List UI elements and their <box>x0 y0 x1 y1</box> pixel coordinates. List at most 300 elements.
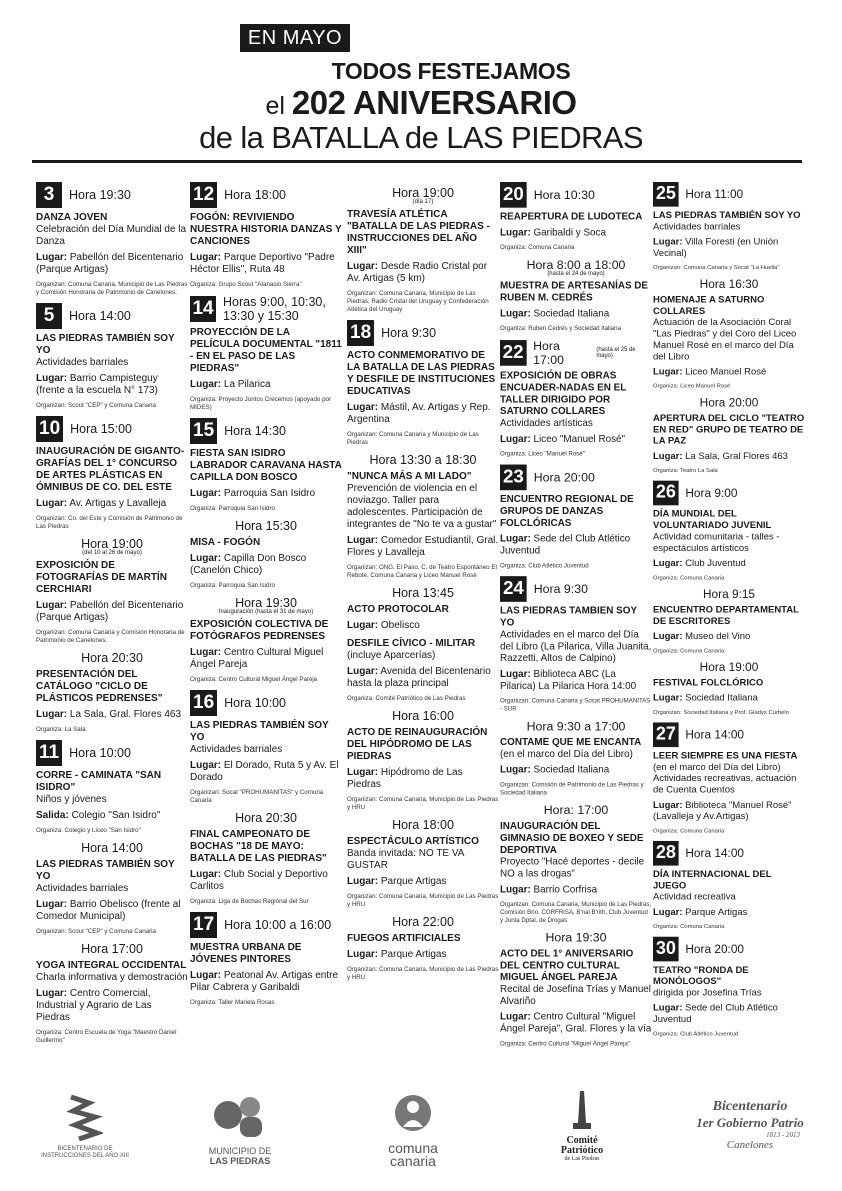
headline-line2-bold: 202 ANIVERSARIO <box>291 84 577 121</box>
column-4 <box>500 182 652 1054</box>
event-location-key: Lugar: <box>347 767 379 778</box>
event-organizer: Organizan: Comisión de Patrimonio de Las Piedras y Sociedad Italiana <box>500 781 644 797</box>
event-location-key: Lugar: <box>653 631 683 642</box>
logo2-line2: LAS PIEDRAS <box>209 1156 271 1166</box>
logo4-line2: Patriótico <box>560 1145 604 1156</box>
header <box>0 0 842 170</box>
event-day-header <box>653 841 805 866</box>
event-item <box>653 588 805 655</box>
event-location <box>190 488 342 500</box>
event-location <box>653 451 805 462</box>
event-location-value: Barrio Obelisco (frente al Comedor Municipal) <box>36 899 181 922</box>
event-time: Hora 15:00 <box>70 422 132 436</box>
logo5-line2: 1er Gobierno Patrio <box>696 1115 804 1130</box>
event-day-header <box>190 418 342 444</box>
column-3 <box>347 182 499 988</box>
event-organizer: Organizan: ONG. El Paso, C. de Teatro Espontáneo El Rebote, Comuna Canaria y Liceo Manuel Rosé <box>347 564 497 579</box>
event-location-value: Parque Deportivo "Padre Héctor Ellis", Ruta 48 <box>190 252 335 275</box>
event-location-key: Lugar: <box>500 533 531 545</box>
event-item <box>347 638 499 703</box>
event-time-centered <box>653 661 805 674</box>
logo1-text: BICENTENARIO DE INSTRUCCIONES DEL AÑO XIII <box>41 1146 129 1159</box>
event-organizer: Organiza: Comuna Canaria <box>653 827 725 835</box>
event-item <box>653 278 805 391</box>
event-description: Actividades artísticas <box>500 418 593 429</box>
event-description: Actuación de la Asociación Coral "Las Piedras" y del Coro del Liceo Manuel Rosé en el marco del Día del Libro <box>653 317 797 363</box>
event-location <box>653 907 805 918</box>
event-location <box>190 760 342 784</box>
event-location <box>190 970 342 994</box>
event-description: Actividad comunitaria - talles - espectáculos artísticos <box>653 531 780 554</box>
event-location <box>347 261 499 285</box>
event-location-value: Peatonal Av. Artigas entre Pilar Cabrera y Garibaldi <box>190 970 339 993</box>
event-organizer: Organiza: Centro Cultural "Miguel Ángel Pareja" <box>500 1040 631 1048</box>
event-time: Hora 14:00 <box>685 728 745 742</box>
event-location-value: Barrio Corfrisa <box>533 884 598 896</box>
event-item <box>36 740 188 835</box>
event-location <box>500 534 652 558</box>
event-time: Hora 20:00 <box>699 396 759 410</box>
event-organizer: Organizan: Comuna Canaria y Comisión Honoraria de Patrimonio de Canelones. <box>36 629 185 644</box>
event-location <box>653 237 805 260</box>
event-location <box>500 765 652 777</box>
event-title: ENCUENTRO DEPARTAMENTAL DE ESCRITORES <box>653 604 799 627</box>
event-title: LAS PIEDRAS TAMBIEN SOY YO <box>500 605 637 629</box>
event-location-key: Lugar: <box>653 907 683 918</box>
event-day-header <box>190 912 342 938</box>
event-location <box>36 373 188 397</box>
event-location <box>190 252 342 276</box>
event-location-key: Lugar: <box>190 760 222 771</box>
municipio-logo-icon <box>210 1093 270 1141</box>
event-location-value: La Sala, Gral. Flores 463 <box>69 709 182 720</box>
event-time-centered <box>347 818 499 832</box>
event-item <box>500 931 652 1049</box>
event-time-centered <box>190 596 342 615</box>
event-time: Hora 13:45 <box>392 586 454 600</box>
event-organizer: Organizan: Sociedad Italiana y Prof. Gladys Curbelo <box>653 709 789 716</box>
event-time: Hora 14:00 <box>685 846 745 860</box>
event-location <box>347 402 499 426</box>
event-day-header <box>190 690 342 716</box>
event-item <box>653 396 805 475</box>
event-item <box>36 841 188 936</box>
event-time: Hora 20:00 <box>533 470 595 485</box>
event-location-key: Lugar: <box>653 366 683 378</box>
event-day-header <box>347 320 499 346</box>
logo4-line3: de Las Piedras <box>564 1156 600 1162</box>
event-item <box>347 186 499 314</box>
event-location-value: Pabellón del Bicentenario (Parque Artigas) <box>36 252 184 275</box>
event-time: Hora 19:00 <box>81 537 143 551</box>
event-item <box>36 303 188 410</box>
event-title: HOMENAJE A SATURNO COLLARES <box>653 294 765 317</box>
event-day-header <box>500 182 652 208</box>
event-location-value: Av. Artigas y Lavalleja <box>69 498 167 509</box>
event-location <box>500 1012 652 1036</box>
event-time-centered <box>347 586 499 600</box>
event-location-value: Museo del Vino <box>685 631 751 642</box>
event-item <box>653 841 805 931</box>
event-location-key: Lugar: <box>190 379 222 390</box>
event-location <box>190 553 342 577</box>
event-description: Banda invitada: NO TE VA GUSTAR <box>347 848 464 871</box>
event-location-key: Lugar: <box>36 373 68 384</box>
event-location <box>347 535 499 559</box>
event-organizer: Organizan: Comuna Canaria y Socat "La Huella" <box>653 264 780 272</box>
event-title: "NUNCA MÁS A MI LADO" <box>347 471 472 482</box>
event-location <box>347 876 499 888</box>
event-location-value: Mástil, Av. Artigas y Rep. Argentina <box>347 402 491 425</box>
event-item <box>653 481 805 582</box>
event-time-note: Inauguración (hasta el 31 de mayo) <box>218 609 314 615</box>
event-title: LAS PIEDRAS TAMBIÉN SOY YO <box>36 859 175 882</box>
event-organizer: Organizan: Comuna Canaria, Municipio de Las Piedras y HRU <box>347 966 499 981</box>
event-title: LEER SIEMPRE ES UNA FIESTA <box>653 750 798 762</box>
event-description: Actividad recreativa <box>653 892 736 903</box>
event-title: EXPOSICIÓN COLECTIVA DE FOTÓGRAFOS PEDRENSES <box>190 619 329 642</box>
event-title: ESPECTÁCULO ARTÍSTICO <box>347 836 479 847</box>
day-number-badge: 27 <box>653 722 679 747</box>
event-time: Hora 19:00 <box>392 186 454 200</box>
event-organizer: Organiza: Comité Patriótico de Las Piedras <box>347 695 466 702</box>
column-5 <box>653 182 805 1044</box>
event-time: Hora 9:30 <box>381 326 437 340</box>
event-location-key: Lugar: <box>190 869 222 880</box>
event-description: Charla informativa y demostración <box>36 972 188 983</box>
event-organizer: Organiza: Comuna Canaria <box>653 574 725 582</box>
event-day-header <box>190 182 342 208</box>
event-location <box>500 669 652 693</box>
event-location-value: Hipódromo de Las Piedras <box>347 767 463 790</box>
logo2-line1: MUNICIPIO DE <box>208 1146 272 1156</box>
event-location <box>36 810 188 822</box>
event-location-value: Colegio "San Isidro" <box>71 810 161 821</box>
event-location <box>347 666 499 690</box>
event-day-header <box>653 722 805 747</box>
event-time: Hora 18:00 <box>224 188 286 202</box>
event-location <box>653 558 805 569</box>
event-description: Actividades barriales <box>36 357 129 368</box>
event-item <box>653 182 805 272</box>
event-organizer: Organiza: Liceo Manuel Rosé <box>653 383 731 390</box>
event-location <box>500 434 652 446</box>
event-time: Hora 9:00 <box>685 486 738 500</box>
event-title: INAUGURACIÓN DEL GIMNASIO DE BOXEO Y SEDE DEPORTIVA <box>500 821 644 856</box>
event-location <box>36 988 188 1024</box>
event-location-key: Lugar: <box>190 647 222 658</box>
event-organizer: Organizan: Comuna Canaria, Municipio de Las Piedras y HRU <box>347 796 499 811</box>
event-item <box>347 818 499 909</box>
obelisk-icon <box>567 1089 597 1131</box>
event-title: DESFILE CÍVICO - MILITAR <box>347 638 476 649</box>
event-time: Hora 14:30 <box>224 424 286 438</box>
event-organizer: Organiza: Colegio y Liceo "San Isidro" <box>36 827 141 834</box>
event-item <box>653 661 805 717</box>
event-item <box>190 690 342 805</box>
event-time-centered <box>36 841 188 855</box>
day-number-badge: 17 <box>190 912 217 938</box>
event-time: Hora 9:30 a 17:00 <box>526 719 626 734</box>
event-day-header <box>653 481 805 506</box>
event-location-value: La Pilarica <box>223 379 271 390</box>
event-location-value: Garibaldi y Soca <box>533 227 606 239</box>
bicentenario-logo-icon <box>67 1093 103 1141</box>
event-title: ACTO PROTOCOLAR <box>347 604 449 615</box>
event-time-centered <box>190 519 342 533</box>
event-location-key: Lugar: <box>500 669 531 680</box>
event-location-key: Lugar: <box>347 876 379 887</box>
event-item <box>36 416 188 531</box>
event-organizer: Organiza: Liga de Bochas Regional del Sur <box>190 898 309 905</box>
headline-line2 <box>0 84 842 122</box>
event-title: EXPOSICIÓN DE FOTOGRAFÍAS DE MARTÍN CERCHIARI <box>36 560 167 595</box>
headline-line1: TODOS FESTEJAMOS <box>331 58 571 84</box>
event-organizer: Organiza: Centro Cultural Miguel Ángel Pareja <box>190 676 318 683</box>
event-item <box>500 339 652 459</box>
event-location-key: Lugar: <box>36 899 68 910</box>
event-time: Hora 17:00 <box>81 942 143 956</box>
event-organizer: Organiza: La Sala <box>36 726 86 733</box>
event-organizer: Organizan: Co. del Este y Comisión de Patrimonio de Las Piedras <box>36 515 183 530</box>
event-day-header <box>36 182 188 208</box>
day-number-badge: 30 <box>653 937 679 962</box>
day-number-badge: 18 <box>347 320 374 346</box>
event-location-key: Lugar: <box>500 884 531 896</box>
event-location <box>347 620 499 632</box>
event-time: Hora 19:00 <box>699 660 759 675</box>
day-number-badge: 10 <box>36 416 63 442</box>
headline-line2-pre: el <box>265 92 285 120</box>
event-item <box>500 258 652 333</box>
event-location-value: Parroquia San Isidro <box>223 488 316 499</box>
event-day-header <box>190 295 342 323</box>
comuna-logo-icon <box>393 1093 433 1137</box>
event-time: Hora 10:00 <box>224 696 286 710</box>
event-location-value: Capilla Don Bosco (Canelón Chico) <box>190 553 307 576</box>
event-location <box>653 693 805 704</box>
event-location-key: Lugar: <box>653 451 683 462</box>
event-title: DANZA JOVEN <box>36 212 108 223</box>
event-location-value: Centro Comercial, Industrial y Agrario de Las Piedras <box>36 988 152 1023</box>
event-title: APERTURA DEL CICLO "TEATRO EN RED" GRUPO DE TEATRO DE LA PAZ <box>653 413 805 447</box>
event-item <box>500 803 652 925</box>
event-location-key: Lugar: <box>347 402 379 413</box>
day-number-badge: 25 <box>653 182 679 207</box>
event-title: MISA - FOGÓN <box>190 537 261 548</box>
logo-municipio <box>200 1093 280 1166</box>
event-location-value: Centro Cultural Miguel Ángel Pareja <box>190 647 324 670</box>
event-title: FINAL CAMPEONATO DE BOCHAS "18 DE MAYO: BATALLA DE LAS PIEDRAS" <box>190 829 327 864</box>
event-title: LAS PIEDRAS TAMBIÉN SOY YO <box>190 720 329 743</box>
event-location <box>36 600 188 624</box>
event-location-value: Centro Cultural "Miguel Ángel Pareja", Gral. Flores y la vía <box>500 1011 652 1035</box>
day-number-badge: 12 <box>190 182 217 208</box>
event-location-key: Lugar: <box>653 558 683 569</box>
event-title: FESTIVAL FOLCLÓRICO <box>653 677 764 689</box>
event-time: Hora 19:30 <box>69 188 131 202</box>
event-description: Niños y jóvenes <box>36 794 107 805</box>
event-item <box>347 915 499 982</box>
event-time: Hora 16:00 <box>392 709 454 723</box>
event-location-value: Parque Artigas <box>685 907 748 918</box>
event-title: ACTO CONMEMORATIVO DE LA BATALLA DE LAS PIEDRAS Y DESFILE DE INSTITUCIONES EDUCATIVAS <box>347 350 496 397</box>
event-title: EXPOSICIÓN DE OBRAS ENCUADER-NADAS EN EL TALLER DIRIGIDO POR SATURNO COLLARES <box>500 370 627 418</box>
event-location-value: Comedor Estudiantil, Gral. Flores y Lavalleja <box>347 535 499 558</box>
event-item <box>36 942 188 1045</box>
event-time: Hora 10:00 <box>69 746 131 760</box>
event-location-key: Lugar: <box>347 261 379 272</box>
event-time: Hora 20:30 <box>81 651 143 665</box>
event-item <box>500 576 652 713</box>
event-location-key: Lugar: <box>190 488 222 499</box>
event-description: Actividades barriales <box>653 221 741 233</box>
event-item <box>190 912 342 1007</box>
day-number-badge: 11 <box>36 740 62 766</box>
header-rule <box>32 160 802 163</box>
event-location-key: Lugar: <box>500 1011 531 1023</box>
event-location-key: Lugar: <box>36 498 68 509</box>
event-organizer: Organiza: Comuna Canaria <box>500 244 575 252</box>
event-day-header <box>653 937 805 962</box>
event-location-key: Lugar: <box>36 252 68 263</box>
event-time: Hora 20:30 <box>235 811 297 825</box>
footer-logos <box>0 1085 842 1175</box>
event-time: Hora 20:00 <box>685 942 745 956</box>
event-time: Hora 11:00 <box>685 187 744 201</box>
event-location-value: Villa Foresti (en Unión Vecinal) <box>653 236 779 259</box>
day-number-badge: 26 <box>653 481 679 506</box>
event-description: (en el marco del Día del Libro) Actividades recreativas, actuación de Cuenta Cuentos <box>653 762 797 796</box>
event-location-key: Lugar: <box>347 620 379 631</box>
event-day-header <box>36 740 188 766</box>
event-day-header <box>36 416 188 442</box>
day-number-badge: 23 <box>500 465 527 491</box>
event-organizer: Organizan: Comuna Canaria, Municipio de Las Piedras, Radio Cristal del Uruguay y Confederación Atlética del Uruguay <box>347 290 489 313</box>
event-location-value: Sede del Club Atlético Juventud <box>500 533 631 557</box>
event-location <box>500 227 652 239</box>
event-location-key: Lugar: <box>653 1003 683 1014</box>
event-title: ENCUENTRO REGIONAL DE GRUPOS DE DANZAS FOLCLÓRICAS <box>500 494 634 529</box>
logo-comuna-canaria <box>378 1093 448 1168</box>
event-time-centered <box>347 709 499 723</box>
event-time: Hora 9:15 <box>702 587 756 602</box>
event-organizer: Organiza: Parroquia San Isidro <box>190 505 275 512</box>
event-item <box>347 320 499 447</box>
event-time-centered <box>347 915 499 929</box>
logo4-line1: Comité <box>566 1135 598 1146</box>
event-location-key: Lugar: <box>653 693 683 704</box>
day-number-badge: 14 <box>190 296 216 322</box>
event-title: CONTAME QUE ME ENCANTA <box>500 737 642 749</box>
day-number-badge: 3 <box>36 182 62 208</box>
event-location <box>36 252 188 276</box>
event-organizer: Organizan: Comuna Canaria y Socat PROHUMANITAS - SUR <box>500 697 651 713</box>
event-time-centered <box>653 588 805 601</box>
event-location <box>653 800 805 823</box>
event-location-value: El Dorado, Ruta 5 y Av. El Dorado <box>190 760 339 783</box>
event-time: Hora 8:00 a 18:00 <box>526 258 626 272</box>
event-title: TEATRO "RONDA DE MONÓLOGOS" <box>653 965 749 987</box>
event-day-header <box>500 576 652 602</box>
event-item <box>190 811 342 906</box>
event-time: Hora 19:30 <box>545 930 607 945</box>
event-location-value: Pabellón del Bicentenario (Parque Artigas) <box>36 600 184 623</box>
event-location-value: Avenida del Bicentenario hasta la plaza principal <box>347 666 491 689</box>
event-location-value: Liceo "Manuel Rosé" <box>533 433 626 445</box>
event-organizer: Organiza: Parroquia San Isidro <box>190 582 275 589</box>
event-time-centered <box>653 278 805 291</box>
event-location <box>347 949 499 961</box>
event-organizer: Organiza: Club Atlético Juventud <box>500 562 589 570</box>
event-location <box>190 869 342 893</box>
event-title: INAUGURACIÓN DE GIGANTO-GRAFÍAS DEL 1° CONCURSO DE ARTES PLÁSTICAS EN ÓMNIBUS DE CO. DEL ESTE <box>36 446 185 493</box>
logo5-line4: Canelones <box>726 1139 774 1151</box>
event-organizer: Organiza: Liceo "Manuel Rosé" <box>500 450 585 458</box>
event-location-value: Sociedad Italiana <box>533 308 610 320</box>
event-title: LAS PIEDRAS TAMBIÉN SOY YO <box>36 333 175 356</box>
event-location <box>653 367 805 378</box>
event-description: Prevención de violencia en el noviazgo. Taller para adolescentes. Participación de integrantes de "No te va a gustar" <box>347 483 497 530</box>
event-time: Horas 9:00, 10:30, 13:30 y 15:30 <box>223 295 326 323</box>
event-location-value: Biblioteca ABC (La Pilarica) La Pilarica Hora 14:00 <box>500 669 637 692</box>
event-time-centered <box>500 803 652 817</box>
event-title: LAS PIEDRAS TAMBIÉN SOY YO <box>653 210 801 221</box>
event-description: Actividades barriales <box>190 744 283 755</box>
event-organizer: Organiza: Club Atlético Juventud <box>653 1030 739 1038</box>
event-title: ACTO DE REINAUGURACIÓN DEL HIPÓDROMO DE LAS PIEDRAS <box>347 727 488 762</box>
event-title: REAPERTURA DE LUDOTECA <box>500 211 643 223</box>
event-day-header <box>653 182 805 207</box>
event-organizer: Organiza: Comuna Canaria <box>653 923 725 931</box>
event-title: TRAVESÍA ATLÉTICA "BATALLA DE LAS PIEDRAS - INSTRUCCIONES DEL AÑO XIII" <box>347 209 490 256</box>
event-time-centered <box>347 186 499 205</box>
logo-comite-patriotico <box>552 1089 612 1163</box>
event-location-key: Lugar: <box>500 308 531 320</box>
event-organizer: Organiza: Ruben Cedrés y Sociedad Italiana <box>500 325 621 333</box>
event-item <box>347 586 499 632</box>
event-item <box>36 182 188 297</box>
event-organizer: Organizan: Comuna Canaria, Municipio de Las Piedras y HRU <box>347 893 499 908</box>
event-location-key: Lugar: <box>36 600 68 611</box>
event-location-value: Barrio Campisteguy (frente a la escuela N° 173) <box>36 373 158 396</box>
logo5-line1: Bicentenario <box>712 1099 788 1114</box>
event-location-key: Lugar: <box>653 800 683 811</box>
event-description: Recital de Josefina Trías y Manuel Alvariño <box>500 984 652 1007</box>
event-time: Hora 16:30 <box>699 277 759 292</box>
event-location <box>190 647 342 671</box>
event-location-value: Parque Artigas <box>380 949 447 960</box>
event-location <box>500 308 652 320</box>
logo5-line3: 1813 - 2013 <box>766 1131 800 1139</box>
event-location <box>500 884 652 896</box>
event-day-header <box>500 465 652 491</box>
event-time: Hora 15:30 <box>235 519 297 533</box>
event-time-centered <box>36 942 188 956</box>
event-organizer: Organiza: Proyecto Juntos Crecemos (apoyado por MIDES) <box>190 396 332 411</box>
event-item <box>500 719 652 797</box>
event-item <box>190 519 342 590</box>
event-location <box>653 1003 805 1026</box>
logo3-line1: comuna <box>388 1140 438 1156</box>
event-location-key: Lugar: <box>347 949 379 960</box>
day-number-badge: 15 <box>190 418 217 444</box>
event-time-centered <box>36 537 188 556</box>
event-item <box>190 596 342 684</box>
event-title: DÍA INTERNACIONAL DEL JUEGO <box>653 869 772 892</box>
event-item <box>36 537 188 645</box>
day-number-badge: 5 <box>36 303 62 329</box>
